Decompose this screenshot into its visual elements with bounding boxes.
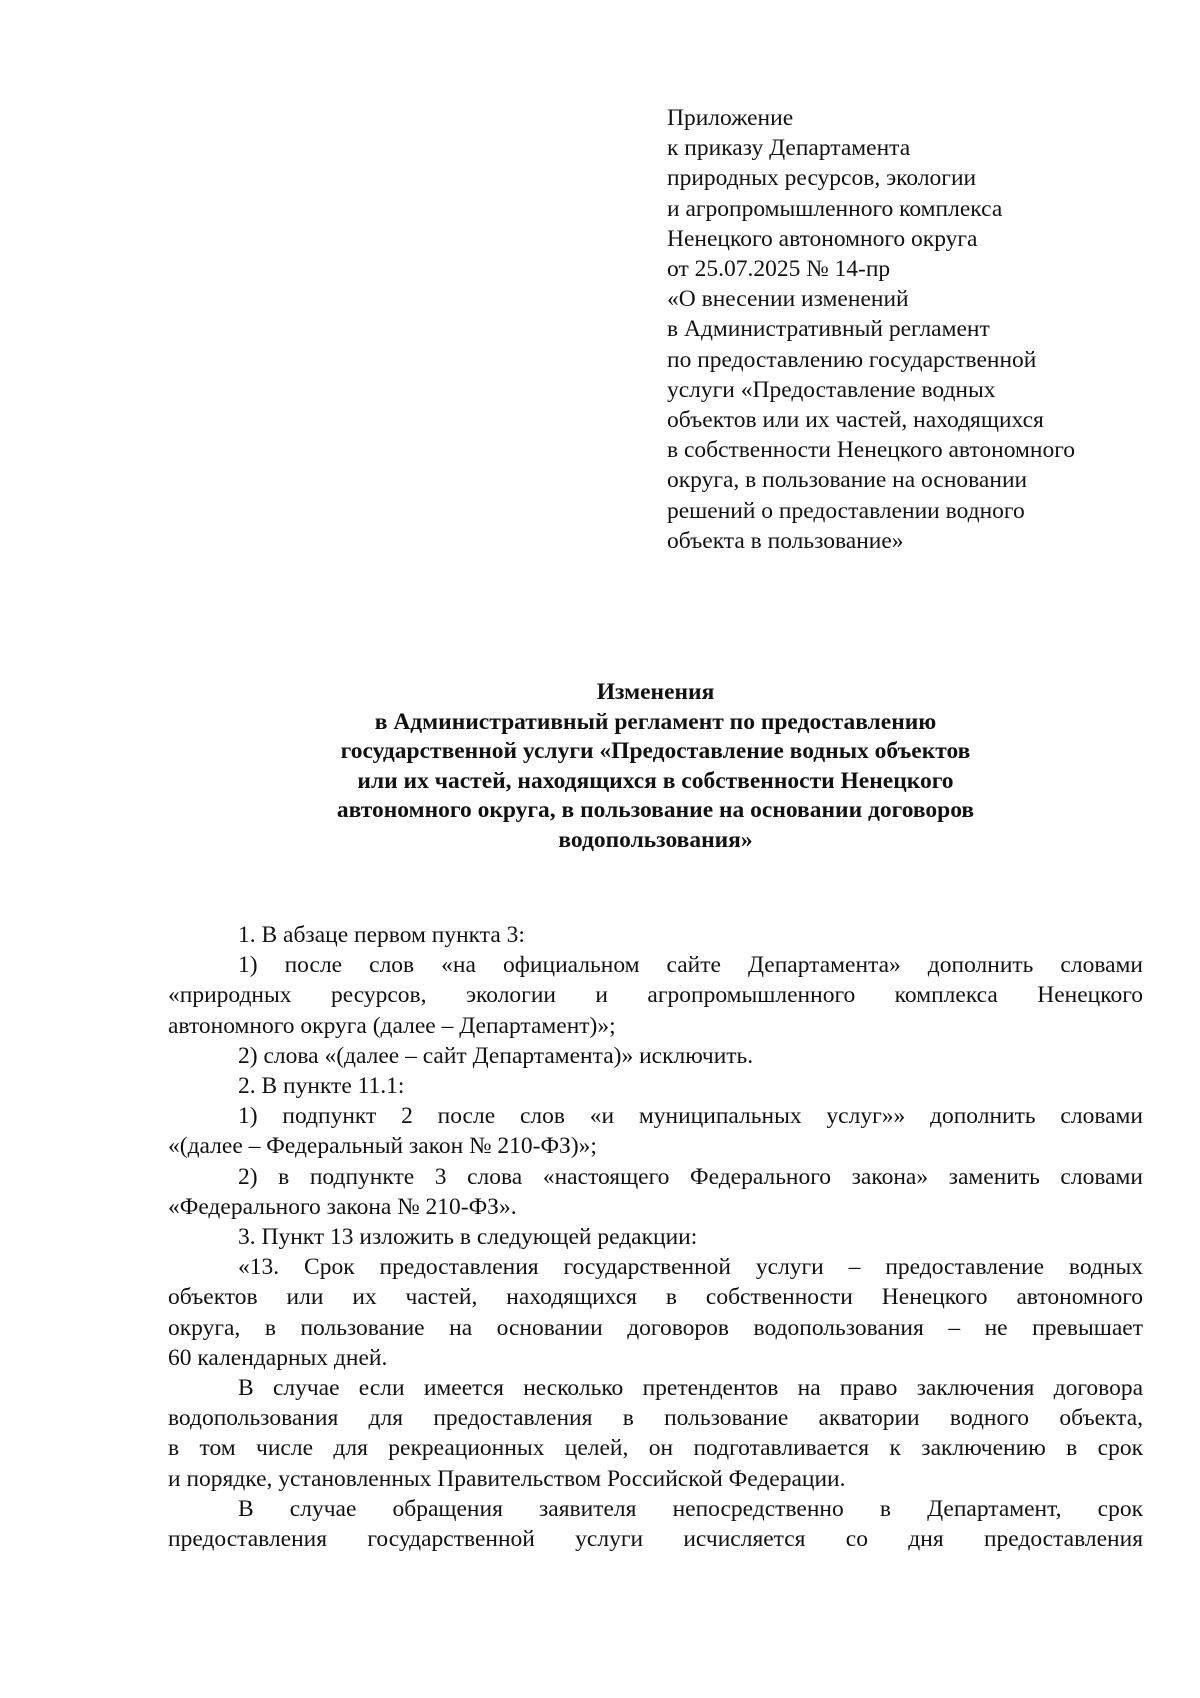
paragraph-line: «природных ресурсов, экологии и агропромышленного комплекса Ненецкого bbox=[168, 982, 1143, 1009]
paragraph-line: 1) после слов «на официальном сайте Департамента» дополнить словами bbox=[238, 952, 1143, 979]
paragraph-line: объектов или их частей, находящихся в собственности Ненецкого автономного bbox=[168, 1284, 1143, 1311]
paragraph-line: «13. Срок предоставления государственной услуги – предоставление водных bbox=[238, 1254, 1143, 1281]
appendix-line: объекта в пользование» bbox=[667, 527, 904, 554]
appendix-block bbox=[667, 103, 1167, 556]
appendix-line: «О внесении изменений bbox=[667, 286, 909, 313]
appendix-line: округа, в пользование на основании bbox=[667, 467, 1028, 494]
heading-line: в Административный регламент по предоставлению bbox=[374, 708, 937, 735]
appendix-line: Приложение bbox=[667, 105, 794, 131]
appendix-line: природных ресурсов, экологии bbox=[667, 165, 977, 192]
paragraph-2: 2. В пункте 11.1: bbox=[238, 1073, 405, 1100]
appendix-line: в Административный регламент bbox=[667, 316, 990, 343]
appendix-line: по предоставлению государственной bbox=[667, 346, 1037, 373]
appendix-line: объектов или их частей, находящихся bbox=[667, 407, 1044, 434]
appendix-line: и агропромышленного комплекса bbox=[667, 195, 1003, 222]
paragraph-2-2 bbox=[168, 1162, 1143, 1222]
paragraph-1-2: 2) слова «(далее – сайт Департамента)» исключить. bbox=[238, 1042, 754, 1069]
paragraph-line: в том числе для рекреационных целей, он подготавливается к заключению в срок bbox=[168, 1435, 1143, 1462]
paragraph-line: В случае если имеется несколько претендентов на право заключения договора bbox=[238, 1375, 1143, 1402]
paragraph-line: округа, в пользование на основании договоров водопользования – не превышает bbox=[168, 1314, 1143, 1341]
paragraph-2-1 bbox=[168, 1101, 1143, 1161]
appendix-line: в собственности Ненецкого автономного bbox=[667, 437, 1076, 464]
paragraph-line: «Федерального закона № 210-ФЗ». bbox=[168, 1193, 517, 1220]
heading-line: водопользования» bbox=[558, 826, 753, 853]
paragraph-line: предоставления государственной услуги исчисляется со дня предоставления bbox=[168, 1526, 1143, 1553]
paragraph-1-1 bbox=[168, 950, 1143, 1041]
heading-line: государственной услуги «Предоставление водных объектов bbox=[340, 738, 971, 765]
paragraph-line: 1) подпункт 2 после слов «и муниципальных услуг»» дополнить словами bbox=[238, 1103, 1143, 1130]
heading-line: Изменения bbox=[596, 679, 715, 705]
paragraph-line: В случае обращения заявителя непосредственно в Департамент, срок bbox=[238, 1495, 1143, 1522]
paragraph-line: 60 календарных дней. bbox=[168, 1344, 388, 1371]
paragraph-direct-application bbox=[168, 1494, 1143, 1554]
paragraph-line: 2) в подпункте 3 слова «настоящего Федерального закона» заменить словами bbox=[238, 1163, 1143, 1190]
heading-line: автономного округа, в пользование на основании договоров bbox=[336, 797, 975, 824]
paragraph-3: 3. Пункт 13 изложить в следующей редакции: bbox=[238, 1224, 698, 1251]
paragraph-line: автономного округа (далее – Департамент)»; bbox=[168, 1012, 616, 1039]
appendix-line: к приказу Департамента bbox=[667, 135, 911, 162]
heading-line: или их частей, находящихся в собственности Ненецкого bbox=[357, 767, 954, 794]
appendix-line: от 25.07.2025 № 14-пр bbox=[667, 256, 891, 283]
appendix-line: Ненецкого автономного округа bbox=[667, 225, 978, 252]
document-body bbox=[168, 920, 1143, 1554]
paragraph-multiple-applicants bbox=[168, 1373, 1143, 1494]
paragraph-line: «(далее – Федеральный закон № 210-ФЗ)»; bbox=[168, 1133, 597, 1160]
paragraph-13-text bbox=[168, 1252, 1143, 1373]
document-heading bbox=[168, 678, 1143, 856]
paragraph-line: и порядке, установленных Правительством Российской Федерации. bbox=[168, 1465, 846, 1492]
paragraph-line: водопользования для предоставления в пользование акватории водного объекта, bbox=[168, 1405, 1143, 1432]
appendix-line: услуги «Предоставление водных bbox=[667, 376, 996, 403]
appendix-line: решений о предоставлении водного bbox=[667, 497, 1025, 524]
paragraph-1: 1. В абзаце первом пункта 3: bbox=[238, 922, 525, 948]
